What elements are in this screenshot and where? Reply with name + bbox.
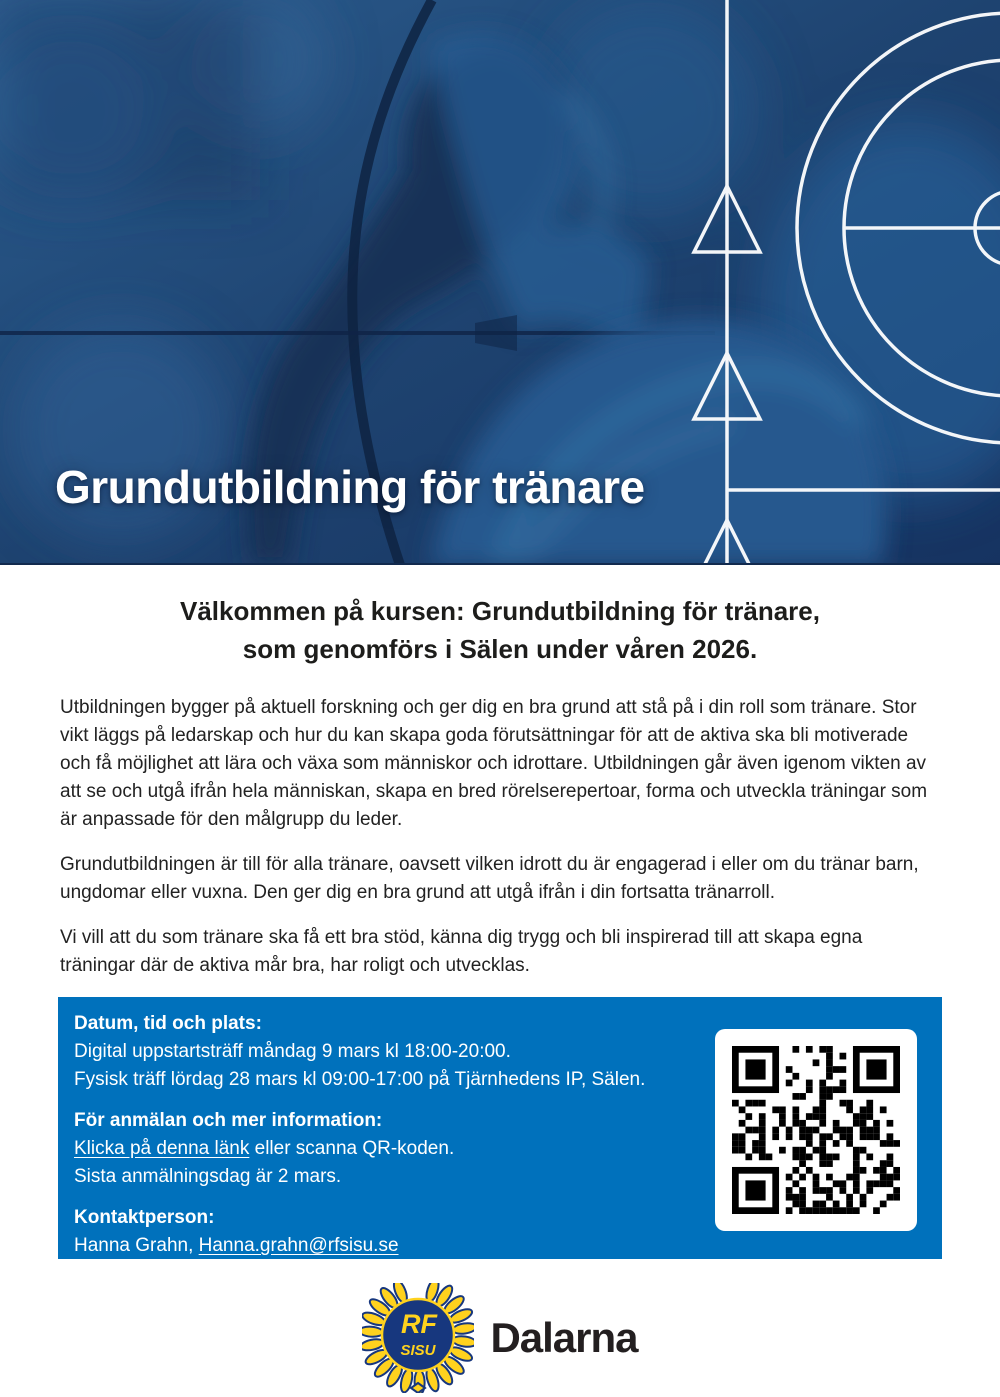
paragraph-audience: Grundutbildningen är till för alla tränare, oavsett vilken idrott du är engagerad i eller om du tränar barn, ungdomar eller vuxna. Den ger dig en bra grund att utgå ifrån i din fortsatta tränarroll. (60, 854, 919, 903)
info-box (58, 997, 942, 1259)
registration-heading: För anmälan och mer information: (74, 1110, 383, 1131)
date-time-heading: Datum, tid och plats: (74, 1013, 262, 1034)
logo-sisu-text: SISU (400, 1342, 436, 1359)
page-title: Grundutbildning för tränare (55, 461, 645, 513)
contact-email-link[interactable]: Hanna.grahn@rfsisu.se (198, 1235, 399, 1256)
rf-sisu-logo-icon (362, 1283, 474, 1393)
region-name: Dalarna (490, 1314, 638, 1361)
footer (0, 1283, 1000, 1393)
registration-link[interactable]: Klicka på denna länk (74, 1138, 250, 1159)
date-time-section (74, 1010, 714, 1094)
qr-code-icon (732, 1046, 900, 1214)
body-copy (60, 694, 940, 980)
contact-name: Hanna Grahn, (74, 1235, 199, 1256)
intro-section (0, 592, 1000, 980)
welcome-heading (0, 592, 1000, 668)
registration-section (74, 1107, 714, 1191)
welcome-heading-line1: Välkommen på kursen: Grundutbildning för tränare, (180, 596, 820, 626)
digital-meeting-line: Digital uppstartsträff måndag 9 mars kl 18:00-20:00. (74, 1041, 511, 1062)
contact-section (74, 1204, 714, 1259)
paragraph-goal: Vi vill att du som tränare ska få ett bra stöd, känna dig trygg och bli inspirerad till att skapa egna träningar där de aktiva mår bra, har roligt och utvecklas. (60, 927, 863, 976)
paragraph-about-course: Utbildningen bygger på aktuell forskning och ger dig en bra grund att stå på i din roll som tränare. Stor vikt läggs på ledarskap och hur du kan skapa goda förutsättningar för att de aktiva ska bli motiverade och få möjlighet att lära och växa som människor och idrottare. Utbildningen går även igenom vikten av att se och utgå ifrån hela människan, skapa en bred rörelserepertoar, forma och utveckla träningar som är anpassade för den målgrupp du leder. (60, 697, 928, 830)
deadline-line: Sista anmälningsdag är 2 mars. (74, 1166, 342, 1187)
logo-rf-text: RF (401, 1309, 438, 1339)
physical-meeting-line: Fysisk träff lördag 28 mars kl 09:00-17:00 på Tjärnhedens IP, Sälen. (74, 1069, 646, 1090)
registration-link-line (74, 1135, 714, 1163)
contact-heading: Kontaktperson: (74, 1207, 215, 1228)
welcome-heading-line2: som genomförs i Sälen under våren 2026. (242, 634, 758, 664)
qr-card (715, 1029, 917, 1231)
hero-banner (0, 0, 1000, 565)
registration-link-suffix: eller scanna QR-koden. (249, 1138, 455, 1159)
contact-line (74, 1232, 714, 1259)
